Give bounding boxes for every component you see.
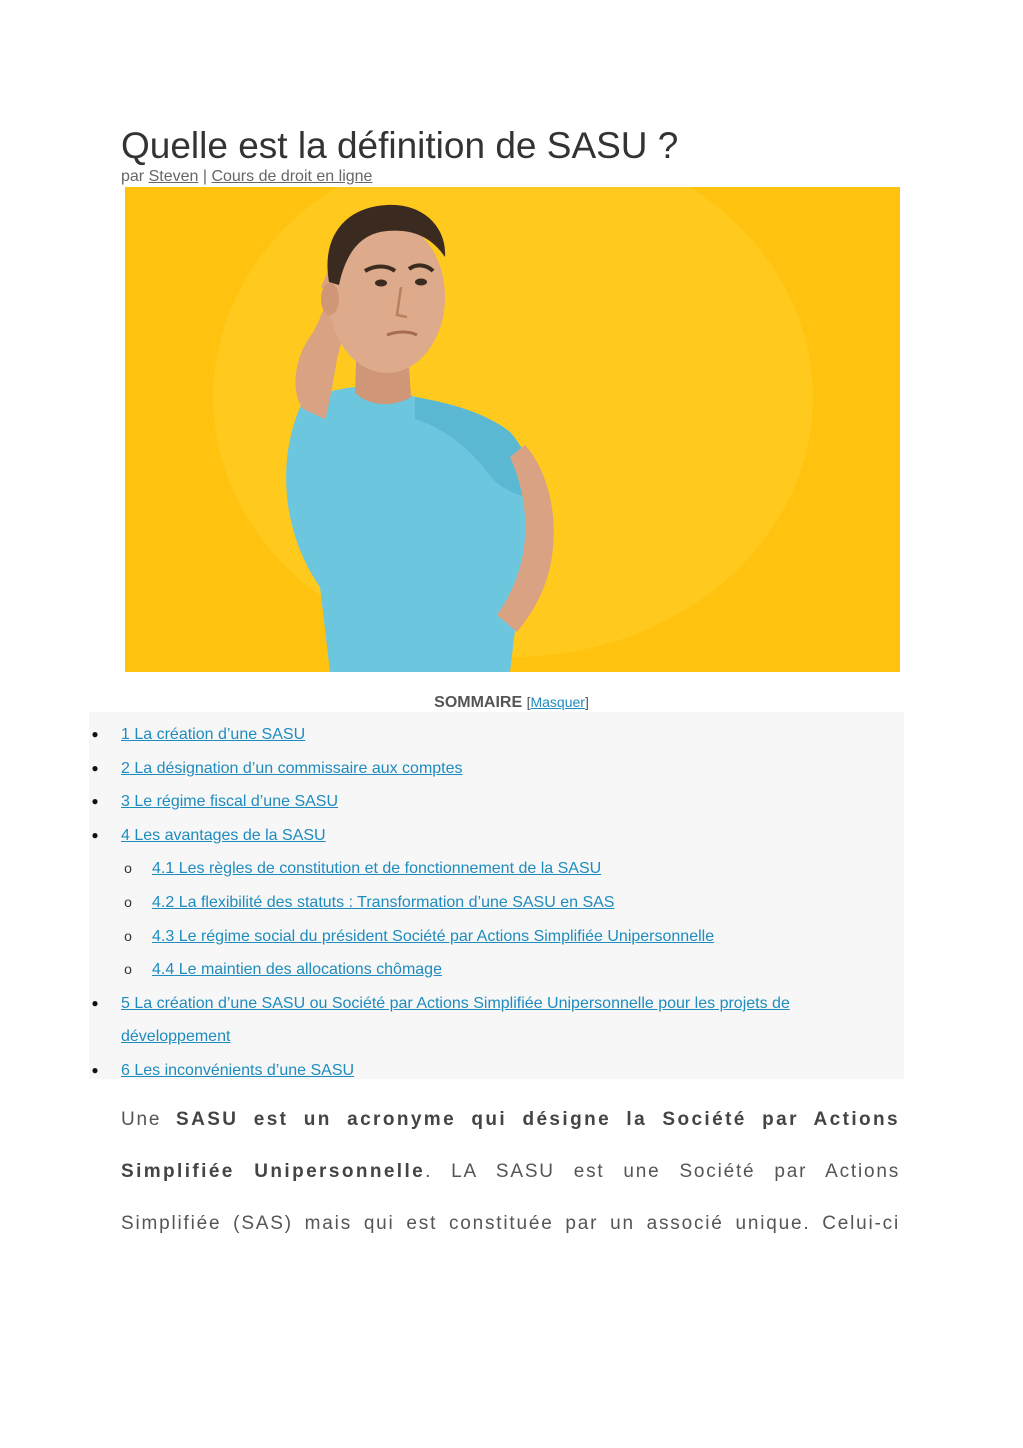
toc-link-3[interactable]: 3 Le régime fiscal d’une SASU: [121, 793, 339, 810]
article-byline: [121, 167, 372, 187]
body-bold-text: Simplifiée Unipersonnelle: [121, 1161, 426, 1182]
toc-header: [0, 692, 1023, 713]
toc-toggle-link[interactable]: Masquer: [530, 694, 585, 710]
article-title: Quelle est la définition de SASU ?: [121, 125, 679, 166]
bullet-icon: ●: [91, 996, 99, 1010]
toc-link-4-4[interactable]: 4.4 Le maintien des allocations chômage: [152, 961, 442, 978]
bullet-icon: ●: [91, 828, 99, 842]
body-text: . LA SASU est une Société par Actions: [425, 1161, 901, 1182]
toc-toggle-bracket-close: ]: [584, 694, 589, 710]
category-link[interactable]: Cours de droit en ligne: [211, 168, 373, 185]
sub-bullet-icon: o: [124, 860, 132, 876]
body-bold-text: SASU est un acronyme qui désigne la Société par Actions: [176, 1109, 900, 1130]
toc-link-5-continuation[interactable]: développement: [121, 1028, 231, 1045]
bullet-icon: ●: [91, 727, 99, 741]
hero-image: [125, 187, 900, 672]
toc-link-4[interactable]: 4 Les avantages de la SASU: [121, 827, 326, 844]
toc-link-2[interactable]: 2 La désignation d’un commissaire aux comptes: [121, 760, 463, 777]
thinking-man-illustration: [125, 187, 900, 672]
body-text: Une: [121, 1109, 162, 1130]
author-link[interactable]: Steven: [148, 168, 199, 185]
bullet-icon: ●: [91, 761, 99, 775]
toc-link-1[interactable]: 1 La création d’une SASU: [121, 726, 306, 743]
toc-link-4-2[interactable]: 4.2 La flexibilité des statuts : Transformation d’une SASU en SAS: [152, 894, 615, 911]
sub-bullet-icon: o: [124, 894, 132, 910]
toc-heading: SOMMAIRE: [434, 694, 523, 711]
bullet-icon: ●: [91, 1063, 99, 1077]
toc-link-4-1[interactable]: 4.1 Les règles de constitution et de fonctionnement de la SASU: [152, 860, 602, 877]
toc-link-4-3[interactable]: 4.3 Le régime social du président Société par Actions Simplifiée Unipersonnelle: [152, 928, 715, 945]
table-of-contents: [89, 712, 904, 1079]
byline-separator: |: [202, 168, 207, 185]
body-paragraph-line-1: [121, 1094, 900, 1146]
bullet-icon: ●: [91, 794, 99, 808]
toc-link-5[interactable]: 5 La création d’une SASU ou Société par Actions Simplifiée Unipersonnelle pour les projets de: [121, 995, 790, 1012]
byline-prefix: par: [121, 168, 145, 185]
sub-bullet-icon: o: [124, 961, 132, 977]
body-paragraph-line-3: Simplifiée (SAS) mais qui est constituée par un associé unique. Celui-ci: [121, 1213, 900, 1234]
toc-toggle-bracket-open: [: [526, 694, 531, 710]
body-paragraph-line-2: [121, 1146, 900, 1198]
toc-link-6[interactable]: 6 Les inconvénients d’une SASU: [121, 1062, 355, 1079]
sub-bullet-icon: o: [124, 928, 132, 944]
